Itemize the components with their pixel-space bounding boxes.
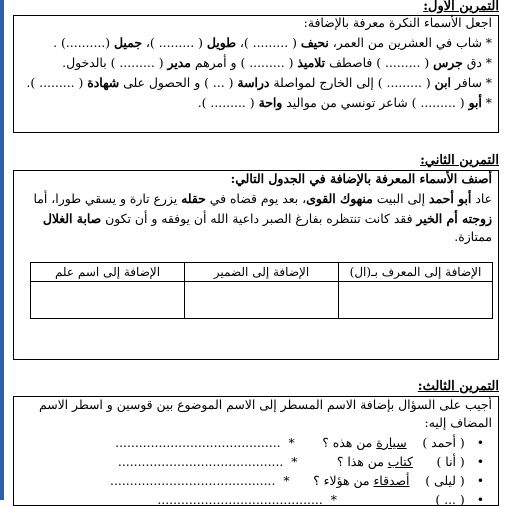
answer-dots[interactable]: .......................................... xyxy=(115,435,281,450)
table-answer-row xyxy=(31,282,493,319)
table-header-pronoun: الإضافة إلى الضمير xyxy=(185,263,339,282)
exercise-2-title: التمرين الثاني: xyxy=(420,153,499,168)
bullet-icon: • xyxy=(476,492,484,507)
answer-dots[interactable]: .......................................... xyxy=(157,492,323,507)
exercise-3-item-2: • ( أنا ) كتاب من هذا ؟ * .......................................... xyxy=(117,454,484,469)
exercise-1-title: التمرين الأول: xyxy=(423,0,499,14)
bullet-icon: • xyxy=(476,454,484,469)
table-header-proper-noun: الإضافة إلى اسم علم xyxy=(31,263,185,282)
page-border-left xyxy=(0,0,4,500)
table-header-row xyxy=(31,263,493,282)
exercise-1-line-4: * أبو ( ......... ) شاعر تونسي من مواليد واحة ( ......... ). xyxy=(197,95,492,110)
table-header-definite: الإضافة إلى المعرف بـ(ال) xyxy=(339,263,493,282)
exercise-2-instruction: أصنف الأسماء المعرفة بالإضافة في الجدول التالي: xyxy=(230,171,492,186)
answer-dots[interactable]: .......................................... xyxy=(117,454,284,469)
bullet-icon: • xyxy=(476,435,484,450)
exercise-1-line-1: * شاب في العشرين من العمر، نحيف ( ......... )، طويل ( ......... )، جميل (..........) . xyxy=(53,35,492,50)
table-cell-definite[interactable] xyxy=(339,282,493,319)
exercise-2-text-line-1: عاد أبو أحمد إلى البيت منهوك القوى، بعد يوم قضاه في حقله يزرع تارة و يسقي طورا، أما xyxy=(33,191,492,206)
exercise-3-item-3: • ( ليلى ) أصدقاء من هؤلاء ؟ * .......................................... xyxy=(110,473,484,488)
exercise-1-line-2: * دق جرس ( ......... ) فاصطف تلاميذ ( ......... ) و أمرهم مدير ( ......... ) بالدخول. xyxy=(62,55,492,70)
exercise-3-box xyxy=(13,396,499,506)
exercise-3-instruction-2: المضاف إليه: xyxy=(424,415,492,430)
answer-dots[interactable]: .......................................... xyxy=(110,473,276,488)
exercise-2-text-line-2: زوجته أم الخير فقد كانت تنتظره بفارغ الصبر داعية الله أن يوفقه و أن تكون صابة الغلال xyxy=(42,211,492,226)
exercise-3-item-4: • ( ... ) * .......................................... xyxy=(157,492,484,507)
exercise-1-line-3: * سافر ابن ( ......... ) إلى الخارج لمواصلة دراسة ( ... ) و الحصول على شهادة ( ......... ). xyxy=(26,75,492,90)
exercise-3-title: التمرين الثالث: xyxy=(417,379,499,394)
bullet-icon: • xyxy=(476,473,484,488)
exercise-3-instruction-1: أجيب على السؤال بإضافة الاسم المسطر إلى الاسم الموضوع بين قوسين و اسطر الاسم xyxy=(38,397,492,412)
table-cell-pronoun[interactable] xyxy=(185,282,339,319)
exercise-3-item-1: • ( أحمد ) سيارة من هذه ؟ * .......................................... xyxy=(115,435,484,450)
exercise-1-box xyxy=(13,15,499,133)
classification-table xyxy=(30,262,493,319)
exercise-1-instruction: اجعل الأسماء النكرة معرفة بالإضافة: xyxy=(303,15,492,30)
exercise-2-text-line-3: ممتازة. xyxy=(454,229,492,244)
table-cell-proper-noun[interactable] xyxy=(31,282,185,319)
